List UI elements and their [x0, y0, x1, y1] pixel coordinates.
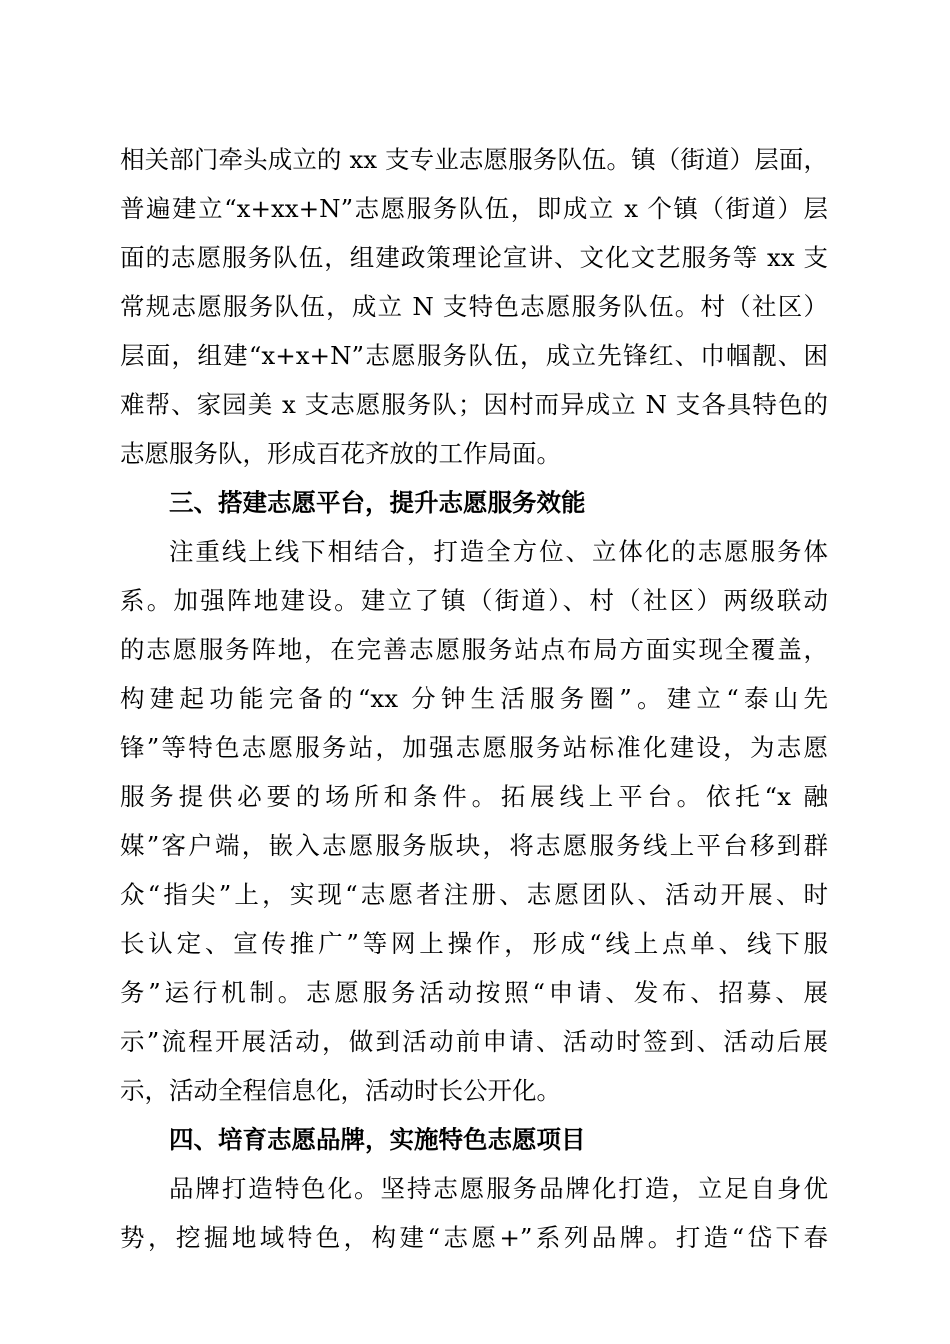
- text-line: 务”运行机制。志愿服务活动按照“申请、发布、招募、展: [120, 978, 828, 1007]
- text-line: 志愿服务队，形成百花齐放的工作局面。: [120, 439, 561, 468]
- text-line: 锋”等特色志愿服务站，加强志愿服务站标准化建设，为志愿: [120, 733, 828, 762]
- text-line: 面的志愿服务队伍，组建政策理论宣讲、文化文艺服务等 xx 支: [120, 243, 828, 272]
- text-line: 普遍建立“x+xx+N”志愿服务队伍，即成立 x 个镇（街道）层: [120, 194, 828, 223]
- text-line: 长认定、宣传推广”等网上操作，形成“线上点单、线下服: [120, 929, 828, 958]
- section-heading-4: 四、培育志愿品牌，实施特色志愿项目: [169, 1125, 586, 1154]
- text-line: 的志愿服务阵地，在完善志愿服务站点布局方面实现全覆盖，: [120, 635, 828, 664]
- document-page: [120, 135, 828, 1262]
- text-line: 示，活动全程信息化，活动时长公开化。: [120, 1076, 561, 1105]
- text-line: 示”流程开展活动，做到活动前申请、活动时签到、活动后展: [120, 1027, 828, 1056]
- section-heading-3: 三、搭建志愿平台，提升志愿服务效能: [169, 488, 586, 517]
- text-line: 相关部门牵头成立的 xx 支专业志愿服务队伍。镇（街道）层面，: [120, 145, 828, 174]
- text-line: 众“指尖”上，实现“志愿者注册、志愿团队、活动开展、时: [120, 880, 828, 909]
- text-line: 难帮、家园美 x 支志愿服务队；因村而异成立 N 支各具特色的: [120, 390, 828, 419]
- text-line: 服务提供必要的场所和条件。拓展线上平台。依托“x 融: [120, 782, 828, 811]
- text-line: 势，挖掘地域特色，构建“志愿+”系列品牌。打造“岱下春: [120, 1223, 828, 1252]
- text-line: 媒”客户端，嵌入志愿服务版块，将志愿服务线上平台移到群: [120, 831, 828, 860]
- text-line: 系。加强阵地建设。建立了镇（街道）、村（社区）两级联动: [120, 586, 828, 615]
- paragraph-volunteer-brand: [120, 1164, 828, 1262]
- text-line: 注重线上线下相结合，打造全方位、立体化的志愿服务体: [169, 537, 828, 566]
- paragraph-volunteer-teams: [120, 135, 828, 478]
- text-line: 常规志愿服务队伍，成立 N 支特色志愿服务队伍。村（社区）: [120, 292, 828, 321]
- text-line: 品牌打造特色化。坚持志愿服务品牌化打造，立足自身优: [169, 1174, 828, 1203]
- paragraph-volunteer-platform: [120, 527, 828, 1115]
- text-line: 构建起功能完备的“xx 分钟生活服务圈”。建立“泰山先: [120, 684, 828, 713]
- text-line: 层面，组建“x+x+N”志愿服务队伍，成立先锋红、巾帼靓、困: [120, 341, 828, 370]
